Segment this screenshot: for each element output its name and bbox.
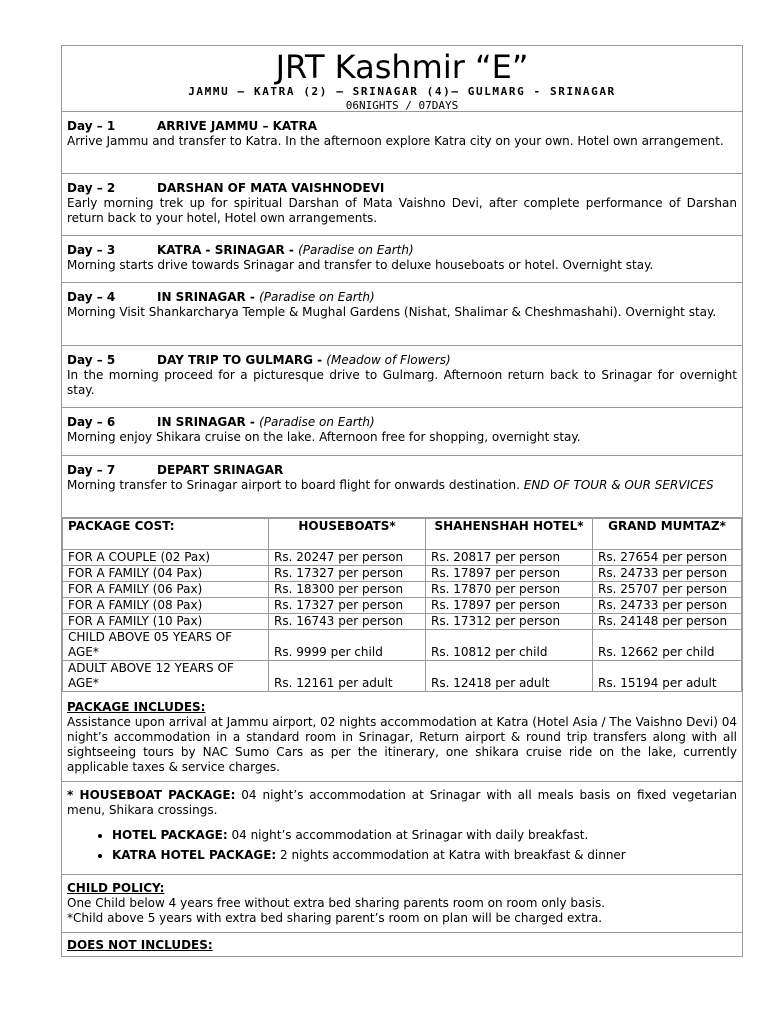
day-number: Day – 2 (67, 181, 116, 195)
row-label: ADULT ABOVE 12 YEARS OF AGE* (63, 661, 269, 692)
day-number: Day – 3 (67, 243, 116, 257)
bullet-text: 04 night’s accommodation at Srinagar with daily breakfast. (227, 828, 589, 842)
price-cell: Rs. 17312 per person (426, 614, 593, 630)
day-number: Day – 5 (67, 353, 116, 367)
price-cell: Rs. 15194 per adult (593, 661, 742, 692)
itinerary-document (61, 45, 743, 957)
day-heading (67, 463, 737, 478)
day-heading (67, 119, 737, 134)
day-title: KATRA - SRINAGAR - (157, 243, 299, 257)
duration-line: 06NIGHTS / 07DAYS (345, 99, 459, 112)
package-cost-table (62, 518, 742, 692)
day-description (67, 478, 737, 493)
price-cell: Rs. 17327 per person (269, 566, 426, 582)
price-cell: Rs. 24733 per person (593, 566, 742, 582)
itinerary-days (62, 112, 742, 518)
price-cell: Rs. 12161 per adult (269, 661, 426, 692)
bullet-label: KATRA HOTEL PACKAGE: (112, 848, 277, 862)
row-label: FOR A FAMILY (06 Pax) (63, 582, 269, 598)
day-description-text: Morning enjoy Shikara cruise on the lake. Afternoon free for shopping, overnight stay. (67, 430, 581, 444)
day-heading (67, 353, 737, 368)
day-description-text: Morning starts drive towards Srinagar and transfer to deluxe houseboats or hotel. Overnight stay. (67, 258, 654, 272)
day-title: IN SRINAGAR - (157, 290, 260, 304)
column-header: GRAND MUMTAZ* (593, 519, 742, 550)
day-title: DARSHAN OF MATA VAISHNODEVI (157, 181, 385, 195)
price-cell: Rs. 27654 per person (593, 550, 742, 566)
houseboat-text: 04 night’s accommodation at Srinagar with all meals basis on fixed vegetarian menu, Shikara crossings. (67, 788, 737, 817)
child-policy-line: One Child below 4 years free without extra bed sharing parents room on room only basis. (67, 896, 606, 910)
table-row (63, 582, 742, 598)
package-types-section (62, 782, 742, 875)
table-row (63, 566, 742, 582)
includes-text: Assistance upon arrival at Jammu airport, 02 nights accommodation at Katra (Hotel Asia / The Vaishno Devi) 04 night’s accommodation in a standard room in Srinagar, Return airport & round trip transfers along with all sightseeing tours by NAC Sumo Cars as per the itinerary, one shikara cruise ride on the lake, currently applicable taxes & service charges. (67, 715, 737, 774)
table-row (63, 598, 742, 614)
day-description-text: Arrive Jammu and transfer to Katra. In the afternoon explore Katra city on your own. Hotel own arrangement. (67, 134, 724, 148)
table-row (63, 630, 742, 661)
day-subtitle: (Paradise on Earth) (259, 290, 375, 304)
day-block (62, 408, 742, 456)
row-label: FOR A FAMILY (10 Pax) (63, 614, 269, 630)
day-block (62, 236, 742, 283)
day-description (67, 430, 737, 445)
day-block (62, 456, 742, 518)
price-cell: Rs. 17897 per person (426, 598, 593, 614)
day-number: Day – 1 (67, 119, 116, 133)
price-cell: Rs. 10812 per child (426, 630, 593, 661)
houseboat-package (67, 788, 737, 818)
price-cell: Rs. 17870 per person (426, 582, 593, 598)
price-cell: Rs. 16743 per person (269, 614, 426, 630)
day-block (62, 112, 742, 174)
price-cell: Rs. 24733 per person (593, 598, 742, 614)
excludes-heading: DOES NOT INCLUDES: (67, 938, 213, 952)
list-item (112, 848, 737, 863)
day-number: Day – 4 (67, 290, 116, 304)
day-title: DAY TRIP TO GULMARG - (157, 353, 327, 367)
day-number: Day – 7 (67, 463, 116, 477)
day-title: ARRIVE JAMMU – KATRA (157, 119, 317, 133)
day-subtitle: (Meadow of Flowers) (326, 353, 451, 367)
route-line: JAMMU – KATRA (2) – SRINAGAR (4)– GULMARG - SRINAGAR (188, 85, 616, 98)
column-header: HOUSEBOATS* (269, 519, 426, 550)
excludes-section (62, 933, 742, 956)
includes-heading: PACKAGE INCLUDES: (67, 700, 206, 714)
child-policy-line: *Child above 5 years with extra bed sharing parent’s room on plan will be charged extra. (67, 911, 603, 925)
day-description-text: In the morning proceed for a picturesque drive to Gulmarg. Afternoon return back to Srinagar for overnight stay. (67, 368, 737, 397)
day-subtitle: (Paradise on Earth) (259, 415, 375, 429)
row-label: FOR A COUPLE (02 Pax) (63, 550, 269, 566)
price-cell: Rs. 25707 per person (593, 582, 742, 598)
day-description-text: Morning Visit Shankarcharya Temple & Mughal Gardens (Nishat, Shalimar & Cheshmashahi). Overnight stay. (67, 305, 717, 319)
day-description-note: END OF TOUR & OUR SERVICES (523, 478, 714, 492)
child-policy-heading: CHILD POLICY: (67, 881, 165, 895)
day-block (62, 346, 742, 408)
column-header: PACKAGE COST: (63, 519, 269, 550)
row-label: FOR A FAMILY (04 Pax) (63, 566, 269, 582)
day-heading (67, 243, 737, 258)
day-description-text: Early morning trek up for spiritual Darshan of Mata Vaishno Devi, after complete performance of Darshan return back to your hotel, Hotel own arrangements. (67, 196, 737, 225)
price-cell: Rs. 17897 per person (426, 566, 593, 582)
day-title: DEPART SRINAGAR (157, 463, 284, 477)
price-cell: Rs. 12418 per adult (426, 661, 593, 692)
price-cell: Rs. 24148 per person (593, 614, 742, 630)
day-heading (67, 181, 737, 196)
day-block (62, 174, 742, 236)
bullet-text: 2 nights accommodation at Katra with breakfast & dinner (276, 848, 626, 862)
day-heading (67, 290, 737, 305)
list-item (112, 828, 737, 843)
price-cell: Rs. 20247 per person (269, 550, 426, 566)
row-label: FOR A FAMILY (08 Pax) (63, 598, 269, 614)
page-title: JRT Kashmir “E” (275, 48, 529, 86)
day-title: IN SRINAGAR - (157, 415, 260, 429)
child-policy-section (62, 875, 742, 933)
day-description-text: Morning transfer to Srinagar airport to board flight for onwards destination. (67, 478, 524, 492)
table-row (63, 614, 742, 630)
table-row (63, 550, 742, 566)
day-description (67, 368, 737, 398)
day-subtitle: (Paradise on Earth) (298, 243, 414, 257)
day-number: Day – 6 (67, 415, 116, 429)
day-block (62, 283, 742, 346)
bullet-label: HOTEL PACKAGE: (112, 828, 228, 842)
package-bullets (67, 828, 737, 863)
price-cell: Rs. 20817 per person (426, 550, 593, 566)
day-heading (67, 415, 737, 430)
day-description (67, 134, 737, 149)
day-description (67, 258, 737, 273)
column-header: SHAHENSHAH HOTEL* (426, 519, 593, 550)
day-description (67, 305, 737, 320)
package-includes-section (62, 692, 742, 782)
table-header-row (63, 519, 742, 550)
document-header (62, 46, 742, 112)
day-description (67, 196, 737, 226)
row-label: CHILD ABOVE 05 YEARS OF AGE* (63, 630, 269, 661)
price-cell: Rs. 17327 per person (269, 598, 426, 614)
price-cell: Rs. 12662 per child (593, 630, 742, 661)
houseboat-label: * HOUSEBOAT PACKAGE: (67, 788, 236, 802)
table-row (63, 661, 742, 692)
price-cell: Rs. 18300 per person (269, 582, 426, 598)
price-cell: Rs. 9999 per child (269, 630, 426, 661)
